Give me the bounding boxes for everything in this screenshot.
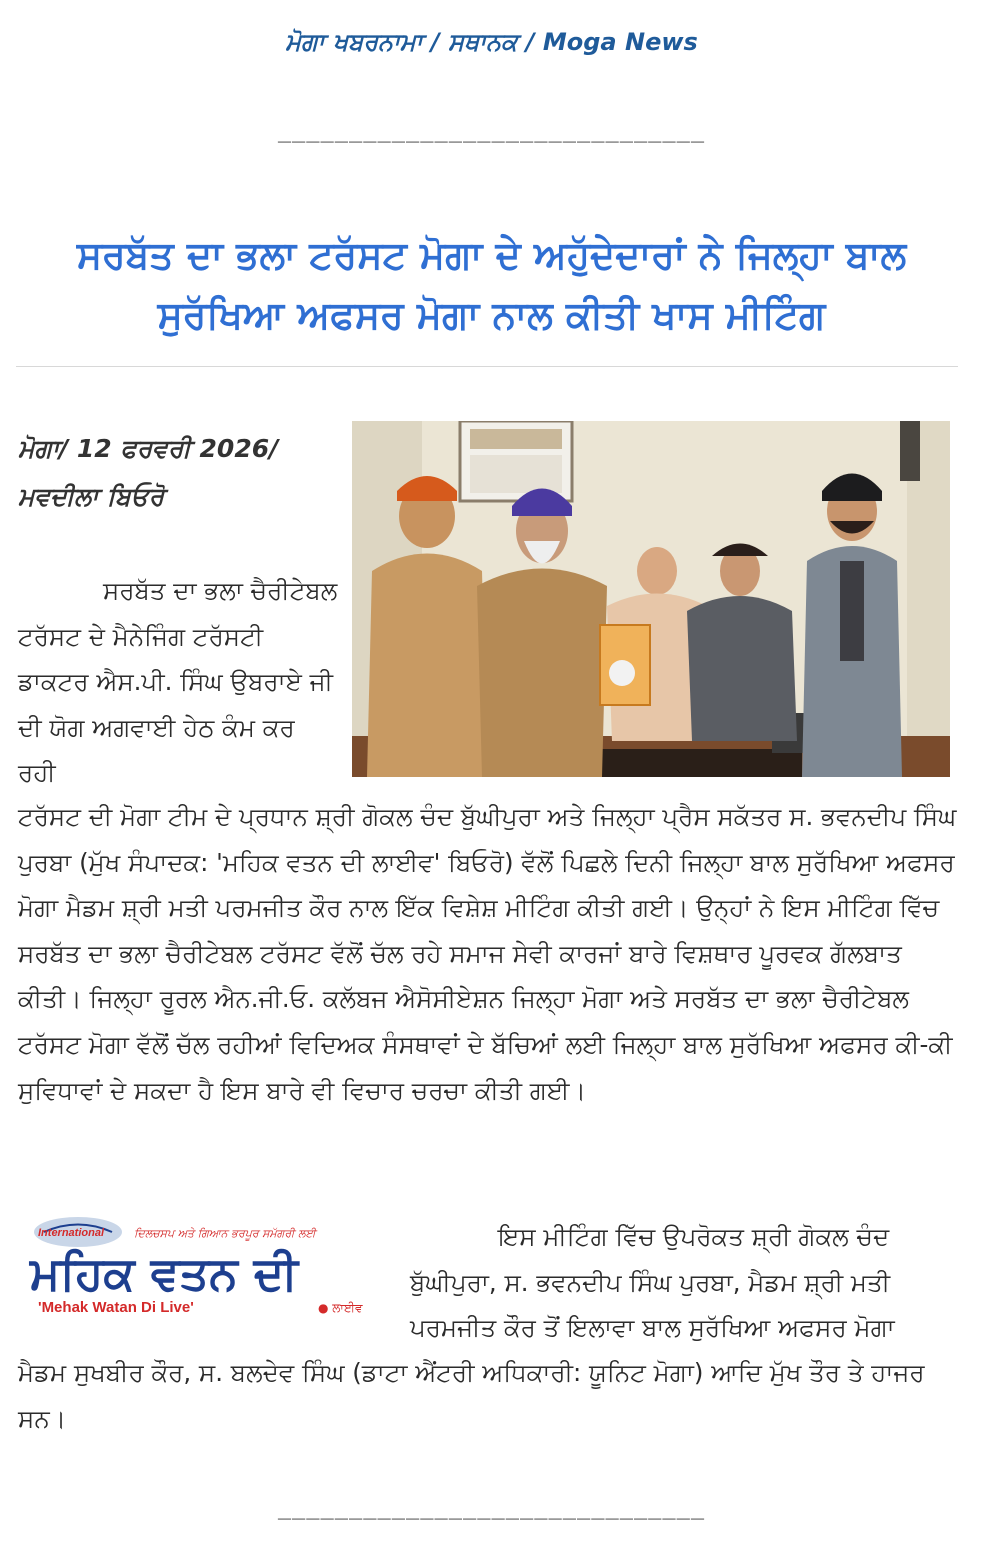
- article-photo: [352, 421, 950, 777]
- paragraph-2-wrap: [410, 1214, 955, 1351]
- paragraph-1-start: ਸਰਬੱਤ ਦਾ ਭਲਾ ਚੈਰੀਟੇਬਲ ਟਰੱਸਟ ਦੇ ਮੈਨੇਜਿੰਗ ਟਰੱਸਟੀ ਡਾਕਟਰ ਐਸ.ਪੀ. ਸਿੰਘ ਉਬਰਾਏ ਜੀ ਦੀ ਯੋਗ ਅਗਵਾਈ ਹੇਠ ਕੰਮ ਕਰ ਰਹੀ: [18, 576, 338, 788]
- paragraph-1-continuation: ਟਰੱਸਟ ਦੀ ਮੋਗਾ ਟੀਮ ਦੇ ਪ੍ਰਧਾਨ ਸ਼੍ਰੀ ਗੋਕਲ ਚੰਦ ਬੁੱਘੀਪੁਰਾ ਅਤੇ ਜਿਲ੍ਹਾ ਪ੍ਰੈਸ ਸਕੱਤਰ ਸ. ਭਵਨਦੀਪ ਸਿੰਘ ਪੁਰਬਾ (ਮੁੱਖ ਸੰਪਾਦਕ: 'ਮਹਿਕ ਵਤਨ ਦੀ ਲਾਈਵ' ਬਿਓਰੋ) ਵੱਲੋਂ ਪਿਛਲੇ ਦਿਨੀ ਜਿਲ੍ਹਾ ਬਾਲ ਸੁਰੱਖਿਆ ਅਫਸਰ ਮੋਗਾ ਮੈਡਮ ਸ਼੍ਰੀ ਮਤੀ ਪਰਮਜੀਤ ਕੌਰ ਨਾਲ ਇੱਕ ਵਿਸ਼ੇਸ਼ ਮੀਟਿੰਗ ਕੀਤੀ ਗਈ। ਉਨ੍ਹਾਂ ਨੇ ਇਸ ਮੀਟਿੰਗ ਵਿੱਚ ਸਰਬੱਤ ਦਾ ਭਲਾ ਚੈਰੀਟੇਬਲ ਟਰੱਸਟ ਵੱਲੋਂ ਚੱਲ ਰਹੇ ਸਮਾਜ ਸੇਵੀ ਕਾਰਜਾਂ ਬਾਰੇ ਵਿਸ਼ਥਾਰ ਪੂਰਵਕ ਗੱਲਬਾਤ ਕੀਤੀ। ਜਿਲ੍ਹਾ ਰੂਰਲ ਐਨ.ਜੀ.ਓ. ਕਲੱਬਜ ਐਸੋਸੀਏਸ਼ਨ ਜਿਲ੍ਹਾ ਮੋਗਾ ਅਤੇ ਸਰਬੱਤ ਦਾ ਭਲਾ ਚੈਰੀਟੇਬਲ ਟਰੱਸਟ ਮੋਗਾ ਵੱਲੋਂ ਚੱਲ ਰਹੀਆਂ ਵਿਦਿਅਕ ਸੰਸਥਾਵਾਂ ਦੇ ਬੱਚਿਆਂ ਲਈ ਜਿਲ੍ਹਾ ਬਾਲ ਸੁਰੱਖਿਆ ਅਫਸਰ ਕੀ-ਕੀ ਸੁਵਿਧਾਵਾਂ ਦੇ ਸਕਦਾ ਹੈ ਇਸ ਬਾਰੇ ਵੀ ਵਿਚਾਰ ਚਰਚਾ ਕੀਤੀ ਗਈ।: [18, 802, 957, 1105]
- paragraph-1-wrap: [18, 568, 338, 796]
- logo-live-badge: ● ਲਾਈਵ: [318, 1301, 363, 1315]
- bottom-separator: ______________________________: [277, 1495, 706, 1520]
- paragraph-2-continuation: ਮੈਡਮ ਸੁਖਬੀਰ ਕੌਰ, ਸ. ਬਲਦੇਵ ਸਿੰਘ (ਡਾਟਾ ਐਂਟਰੀ ਅਧਿਕਾਰੀ: ਯੂਨਿਟ ਮੋਗਾ) ਆਦਿ ਮੁੱਖ ਤੌਰ ਤੇ ਹਾਜਰ ਸਨ।: [18, 1358, 925, 1433]
- section-kicker[interactable]: ਮੋਗਾ ਖਬਰਨਾਮਾ / ਸਥਾਨਕ / Moga News: [285, 28, 698, 56]
- headline-divider: [16, 366, 958, 367]
- paragraph-2-start: ਇਸ ਮੀਟਿੰਗ ਵਿੱਚ ਉਪਰੋਕਤ ਸ਼੍ਰੀ ਗੋਕਲ ਚੰਦ ਬੁੱਘੀਪੁਰਾ, ਸ. ਭਵਨਦੀਪ ਸਿੰਘ ਪੁਰਬਾ, ਮੈਡਮ ਸ਼੍ਰੀ ਮਤੀ ਪਰਮਜੀਤ ਕੌਰ ਤੋਂ ਇਲਾਵਾ ਬਾਲ ਸੁਰੱਖਿਆ ਅਫਸਰ ਮੋਗਾ: [410, 1222, 895, 1343]
- mehak-watan-di-logo: [26, 1212, 386, 1322]
- article-headline: ਸਰਬੱਤ ਦਾ ਭਲਾ ਟਰੱਸਟ ਮੋਗਾ ਦੇ ਅਹੁੱਦੇਦਾਰਾਂ ਨੇ ਜਿਲ੍ਹਾ ਬਾਲ ਸੁਰੱਖਿਆ ਅਫਸਰ ਮੋਗਾ ਨਾਲ ਕੀਤੀ ਖਾਸ ਮੀਟਿੰਗ: [76, 233, 907, 337]
- article-dateline: ਮੋਗਾ/ 12 ਫਰਵਰੀ 2026/ ਮਵਦੀਲਾ ਬਿਓਰੋ: [18, 434, 279, 511]
- logo-top-tag: International: [38, 1227, 105, 1239]
- logo-wordmark: ਮਹਿਕ ਵਤਨ ਦੀ: [30, 1246, 299, 1300]
- logo-tagline: ਦਿਲਚਸਪ ਅਤੇ ਗਿਆਨ ਭਰਪੂਰ ਸਮੱਗਰੀ ਲਈ: [134, 1227, 316, 1240]
- top-separator: ______________________________: [277, 118, 706, 143]
- logo-subtitle: 'Mehak Watan Di Live': [38, 1299, 194, 1316]
